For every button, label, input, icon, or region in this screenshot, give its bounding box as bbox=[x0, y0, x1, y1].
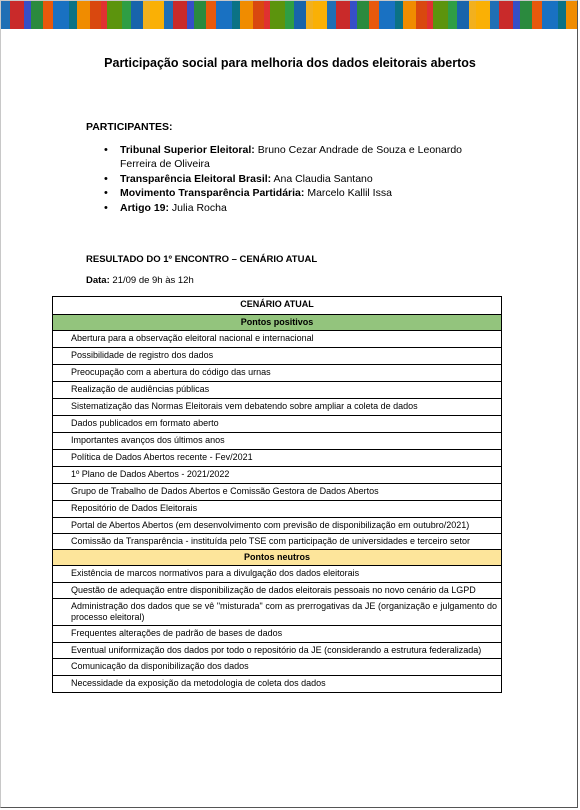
participant-item bbox=[102, 201, 497, 215]
table-row: Comissão da Transparência - instituída pelo TSE com participação de universidades e terceiro setor bbox=[53, 534, 502, 550]
table-row: Preocupação com a abertura do código das urnas bbox=[53, 365, 502, 382]
stripe-segment bbox=[164, 1, 173, 29]
stripe-segment bbox=[433, 1, 448, 29]
table-row: Repositório de Dados Eleitorais bbox=[53, 501, 502, 518]
stripe-segment bbox=[90, 1, 101, 29]
table-row: Sistematização das Normas Eleitorais vem debatendo sobre ampliar a coleta de dados bbox=[53, 399, 502, 416]
stripe-segment bbox=[542, 1, 558, 29]
stripe-segment bbox=[232, 1, 240, 29]
table-row: Grupo de Trabalho de Dados Abertos e Comissão Gestora de Dados Abertos bbox=[53, 484, 502, 501]
neutral-points-header: Pontos neutros bbox=[53, 550, 502, 566]
document-title: Participação social para melhoria dos dados eleitorais abertos bbox=[104, 56, 476, 70]
participant-names: Ana Claudia Santano bbox=[271, 172, 373, 185]
stripe-segment bbox=[77, 1, 90, 29]
stripe-segment bbox=[31, 1, 43, 29]
stripe-segment bbox=[1, 1, 10, 29]
participant-names: Julia Rocha bbox=[169, 201, 227, 214]
table-row: Abertura para a observação eleitoral nacional e internacional bbox=[53, 331, 502, 348]
table-row: Realização de audiências públicas bbox=[53, 382, 502, 399]
stripe-segment bbox=[327, 1, 336, 29]
stripe-segment bbox=[448, 1, 457, 29]
participant-org: Transparência Eleitoral Brasil: bbox=[120, 172, 272, 185]
stripe-segment bbox=[206, 1, 216, 29]
table-row: Eventual uniformização dos dados por todo o repositório da JE (considerando a estrutura federalizada) bbox=[53, 643, 502, 659]
stripe-segment bbox=[566, 1, 577, 29]
participants-heading: PARTICIPANTES: bbox=[86, 121, 173, 133]
participant-names: Marcelo Kallil Issa bbox=[304, 187, 392, 200]
participant-org: Artigo 19: bbox=[120, 201, 170, 214]
table-row: Comunicação da disponibilização dos dados bbox=[53, 659, 502, 676]
stripe-segment bbox=[107, 1, 122, 29]
stripe-segment bbox=[131, 1, 143, 29]
stripe-segment bbox=[194, 1, 206, 29]
stripe-segment bbox=[558, 1, 566, 29]
table-row: Portal de Abertos Abertos (em desenvolvimento com previsão de disponibilização em outubro/2021) bbox=[53, 518, 502, 534]
stripe-segment bbox=[469, 1, 476, 29]
stripe-segment bbox=[476, 1, 490, 29]
stripe-segment bbox=[416, 1, 427, 29]
stripe-segment bbox=[520, 1, 532, 29]
stripe-segment bbox=[313, 1, 327, 29]
stripe-segment bbox=[253, 1, 264, 29]
stripe-segment bbox=[270, 1, 285, 29]
table-row: 1º Plano de Dados Abertos - 2021/2022 bbox=[53, 467, 502, 484]
stripe-segment bbox=[532, 1, 542, 29]
participant-item bbox=[102, 143, 497, 172]
table-row: Necessidade da exposição da metodologia de coleta dos dados bbox=[53, 676, 502, 693]
stripe-segment bbox=[69, 1, 77, 29]
stripe-segment bbox=[350, 1, 357, 29]
table-row: Dados publicados em formato aberto bbox=[53, 416, 502, 433]
stripe-segment bbox=[403, 1, 416, 29]
participant-org: Movimento Transparência Partidária: bbox=[120, 187, 305, 200]
stripe-segment bbox=[306, 1, 313, 29]
stripe-segment bbox=[285, 1, 294, 29]
stripe-segment bbox=[216, 1, 232, 29]
stripe-segment bbox=[457, 1, 469, 29]
date-label: Data: bbox=[86, 275, 110, 286]
decorative-color-stripe bbox=[1, 1, 577, 29]
stripe-segment bbox=[357, 1, 369, 29]
stripe-segment bbox=[10, 1, 24, 29]
stripe-segment bbox=[173, 1, 187, 29]
stripe-segment bbox=[379, 1, 395, 29]
participants-list bbox=[102, 143, 497, 215]
stripe-segment bbox=[513, 1, 520, 29]
positive-points-header: Pontos positivos bbox=[53, 315, 502, 331]
stripe-segment bbox=[150, 1, 164, 29]
stripe-segment bbox=[24, 1, 31, 29]
table-row: Importantes avanços dos últimos anos bbox=[53, 433, 502, 450]
stripe-segment bbox=[43, 1, 53, 29]
date-value: 21/09 de 9h às 12h bbox=[109, 275, 194, 286]
scenario-table bbox=[52, 296, 502, 693]
table-row: Possibilidade de registro dos dados bbox=[53, 348, 502, 365]
stripe-segment bbox=[490, 1, 499, 29]
stripe-segment bbox=[143, 1, 150, 29]
participant-item bbox=[102, 172, 497, 186]
stripe-segment bbox=[122, 1, 131, 29]
participant-names: Bruno Cezar Andrade de Souza e Leonardo Ferreira de Oliveira bbox=[120, 144, 463, 171]
participant-org: Tribunal Superior Eleitoral: bbox=[120, 144, 255, 156]
stripe-segment bbox=[294, 1, 306, 29]
stripe-segment bbox=[187, 1, 194, 29]
stripe-segment bbox=[336, 1, 350, 29]
stripe-segment bbox=[53, 1, 69, 29]
table-row: Questão de adequação entre disponibilização de dados eleitorais pessoais no novo cenário da LGPD bbox=[53, 583, 502, 599]
table-row: Frequentes alterações de padrão de bases de dados bbox=[53, 626, 502, 643]
meeting-date bbox=[86, 275, 194, 286]
stripe-segment bbox=[395, 1, 403, 29]
result-heading: RESULTADO DO 1º ENCONTRO – CENÁRIO ATUAL bbox=[86, 254, 318, 265]
table-header: CENÁRIO ATUAL bbox=[53, 297, 502, 315]
stripe-segment bbox=[240, 1, 253, 29]
table-row: Existência de marcos normativos para a divulgação dos dados eleitorais bbox=[53, 566, 502, 583]
table-row: Política de Dados Abertos recente - Fev/2021 bbox=[53, 450, 502, 467]
participant-item bbox=[102, 186, 497, 200]
stripe-segment bbox=[499, 1, 513, 29]
table-row: Administração dos dados que se vê "misturada" com as prerrogativas da JE (organização e julgamento do processo eleitoral) bbox=[53, 599, 502, 626]
stripe-segment bbox=[369, 1, 379, 29]
